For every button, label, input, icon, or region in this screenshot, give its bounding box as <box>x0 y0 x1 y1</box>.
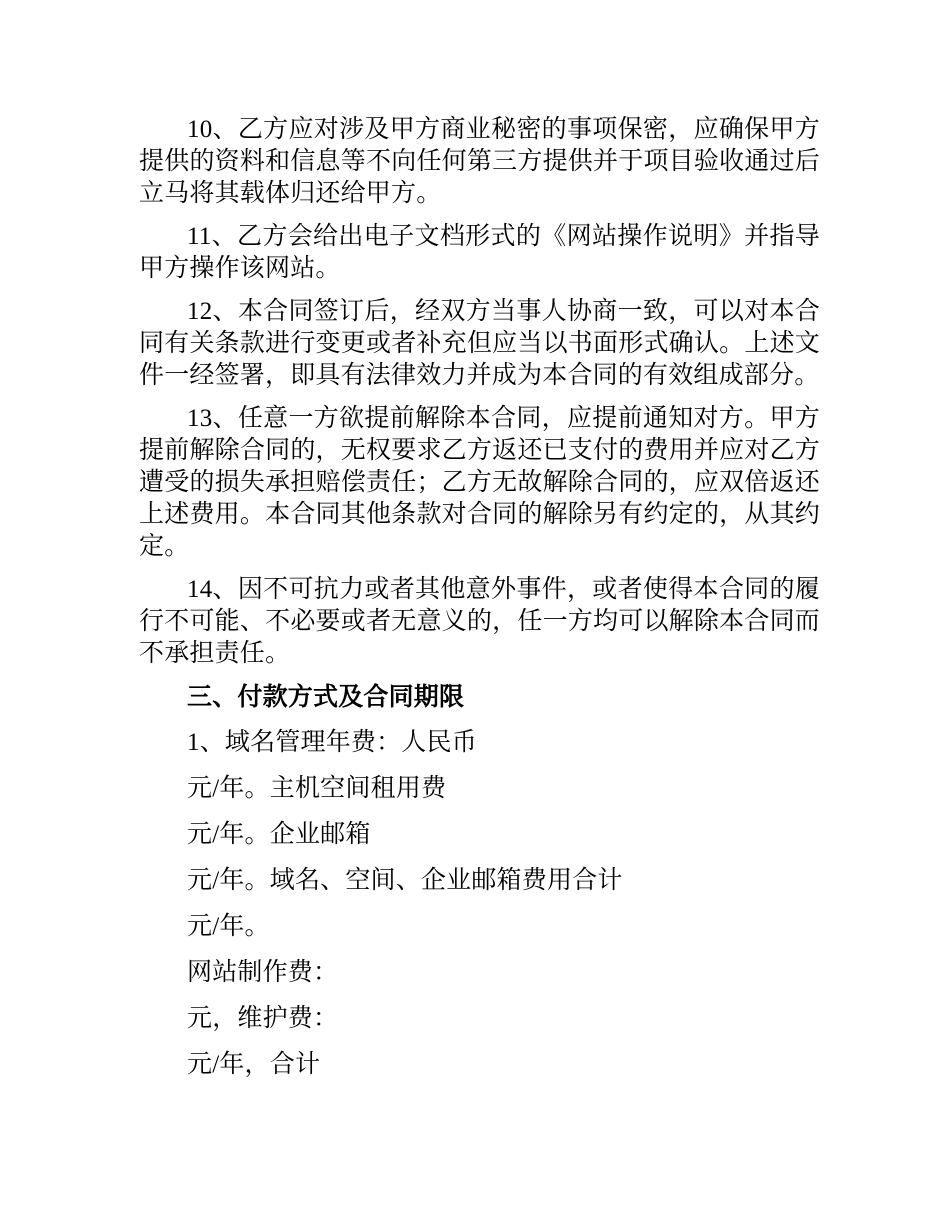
payment-line-domain-fee: 1、域名管理年费：人民币 <box>187 729 477 756</box>
payment-line-grand-total: 元/年，合计 <box>187 1051 321 1078</box>
section-heading-payment: 三、付款方式及合同期限 <box>187 683 465 711</box>
contract-clause-10: 10、乙方应对涉及甲方商业秘密的事项保密，应确保甲方提供的资料和信息等不向任何第三方提供并于项目验收通过后立马将其载体归还给甲方。 <box>139 116 820 207</box>
contract-clause-14: 14、因不可抗力或者其他意外事件，或者使得本合同的履行不可能、不必要或者无意义的，任一方均可以解除本合同而不承担责任。 <box>139 576 820 667</box>
payment-line-per-year: 元/年。 <box>187 913 270 940</box>
contract-clause-12: 12、本合同签订后，经双方当事人协商一致，可以对本合同有关条款进行变更或者补充但应当以书面形式确认。上述文件一经签署，即具有法律效力并成为本合同的有效组成部分。 <box>139 298 820 389</box>
contract-clause-13: 13、任意一方欲提前解除本合同，应提前通知对方。甲方提前解除合同的，无权要求乙方返还已支付的费用并应对乙方遭受的损失承担赔偿责任；乙方无故解除合同的，应双倍返还上述费用。本合同其他条款对合同的解除另有约定的，从其约定。 <box>139 405 820 560</box>
contract-clause-11: 11、乙方会给出电子文档形式的《网站操作说明》并指导甲方操作该网站。 <box>139 223 820 282</box>
payment-line-maintenance-fee: 元，维护费： <box>187 1005 339 1032</box>
payment-line-hosting-fee: 元/年。主机空间租用费 <box>187 775 447 802</box>
payment-line-total-fees: 元/年。域名、空间、企业邮箱费用合计 <box>187 867 623 894</box>
payment-line-enterprise-email: 元/年。企业邮箱 <box>187 821 371 848</box>
payment-line-site-production-fee: 网站制作费： <box>187 959 339 986</box>
